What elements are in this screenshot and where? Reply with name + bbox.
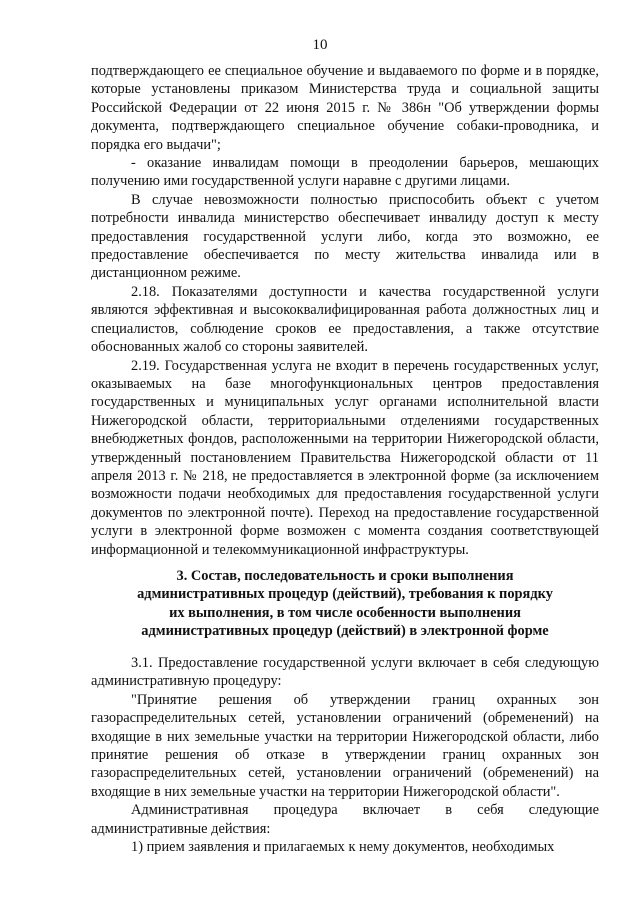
paragraph-procedure-name: "Принятие решения об утверждении границ охранных зон газораспределительных сетей, установлении ограничений (обременений) на входящие в них земельные участки на территории Нижегородской области, либо принятие решения об отказе в утверждении границ охранных зон газораспределительных сетей, установлении ограничений (обременений) на входящие в них земельные участки на территории Нижегородской области". [91, 691, 599, 800]
heading-line: административных процедур (действий), требования к порядку [137, 586, 553, 603]
heading-line: административных процедур (действий) в электронной форме [141, 623, 549, 640]
paragraph-admin-actions: Административная процедура включает в себя следующие административные действия: [91, 802, 599, 837]
paragraph-barrier-assistance: - оказание инвалидам помощи в преодолении барьеров, мешающих получению ими государственной услуги наравне с другими лицами. [91, 155, 599, 190]
page-number: 10 [312, 37, 328, 53]
paragraph-action-1: 1) прием заявления и прилагаемых к нему документов, необходимых [131, 839, 555, 856]
paragraph-2-18: 2.18. Показателями доступности и качества государственной услуги являются эффективная и высококвалифицированная работа должностных лиц и специалистов, соблюдение сроков ее предоставления, а также отсутствие обоснованных жалоб со стороны заявителей. [91, 283, 599, 356]
section-2-body [91, 62, 599, 559]
section-3-body [91, 654, 599, 856]
paragraph-2-19: 2.19. Государственная услуга не входит в перечень государственных услуг, оказываемых на базе многофункциональных центров предоставления государственных и муниципальных услуг органами исполнительной власти Нижегородской области, территориальными отделениями государственных внебюджетных фондов, расположенными на территории Нижегородской области, утвержденный постановлением Правительства Нижегородской области от 11 апреля 2013 г. № 218, не предоставляется в электронной форме (за исключением возможности подачи необходимых для предоставления государственной услуги документов по электронной почте). Переход на предоставление государственной услуги в электронной форме возможен с момента создания соответствующей информационной и телекоммуникационной инфраструктуры. [91, 357, 599, 558]
paragraph-guide-dog-certificate: подтверждающего ее специальное обучение и выдаваемого по форме и в порядке, которые установлены приказом Министерства труда и социальной защиты Российской Федерации от 22 июня 2015 г. № 386н "Об утверждении формы документа, подтверждающего специальное обучение собаки-проводника, и порядка его выдачи"; [91, 63, 599, 153]
paragraph-remote-service: В случае невозможности полностью приспособить объект с учетом потребности инвалида министерство обеспечивает инвалиду доступ к месту предоставления государственной услуги либо, когда это возможно, ее предоставление обеспечивается по месту жительства инвалида или в дистанционном режиме. [91, 191, 599, 282]
heading-line: их выполнения, в том числе особенности выполнения [169, 604, 521, 621]
heading-line: 3. Состав, последовательность и сроки выполнения [176, 568, 514, 584]
paragraph-3-1: 3.1. Предоставление государственной услуги включает в себя следующую административную процедуру: [91, 655, 599, 690]
section-3-heading [91, 567, 599, 641]
